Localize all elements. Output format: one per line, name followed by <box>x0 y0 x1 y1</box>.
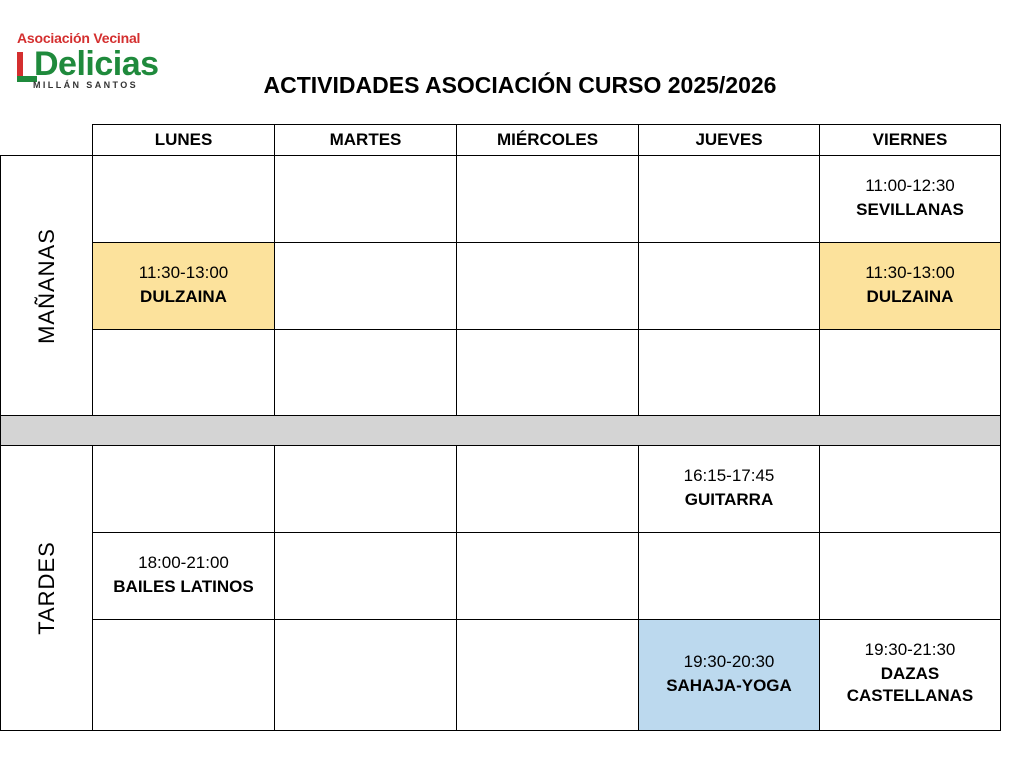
slot-cell <box>92 155 275 243</box>
slot-cell <box>638 242 820 330</box>
slot-time: 11:30-13:00 <box>138 263 229 282</box>
slot-time: 19:30-20:30 <box>683 652 775 671</box>
slot-monday-bailes-latinos <box>92 532 275 620</box>
slot-cell <box>638 155 820 243</box>
section-morning-text: MAÑANAS <box>33 227 59 344</box>
slot-cell <box>274 329 457 416</box>
slot-activity: SAHAJA-YOGA <box>666 676 792 695</box>
slot-friday-dazas-castellanas <box>819 619 1001 731</box>
logo-main-text: Delicias <box>34 45 159 83</box>
header-monday: LUNES <box>92 124 275 156</box>
slot-cell <box>92 329 275 416</box>
slot-cell <box>456 155 639 243</box>
slot-cell <box>456 619 639 731</box>
slot-cell <box>638 329 820 416</box>
slot-cell <box>456 242 639 330</box>
slot-cell <box>456 532 639 620</box>
header-friday: VIERNES <box>819 124 1001 156</box>
slot-activity: DAZAS CASTELLANAS <box>846 664 974 705</box>
section-separator <box>0 415 1001 446</box>
slot-cell <box>456 445 639 533</box>
page-title: ACTIVIDADES ASOCIACIÓN CURSO 2025/2026 <box>263 72 777 98</box>
slot-cell <box>274 445 457 533</box>
section-afternoon-label <box>0 445 93 731</box>
slot-cell <box>819 329 1001 416</box>
slot-friday-sevillanas <box>819 155 1001 243</box>
slot-monday-dulzaina <box>92 242 275 330</box>
slot-friday-dulzaina <box>819 242 1001 330</box>
header-wednesday: MIÉRCOLES <box>456 124 639 156</box>
slot-cell <box>274 532 457 620</box>
logo-top-text: Asociación Vecinal <box>17 30 141 46</box>
slot-cell <box>638 532 820 620</box>
slot-cell <box>274 242 457 330</box>
slot-cell <box>819 445 1001 533</box>
section-afternoon-text: TARDES <box>33 541 59 635</box>
slot-activity: SEVILLANAS <box>856 200 964 219</box>
header-thursday: JUEVES <box>638 124 820 156</box>
slot-activity: DULZAINA <box>140 287 227 306</box>
slot-activity: DULZAINA <box>866 287 954 306</box>
slot-activity: BAILES LATINOS <box>113 577 254 596</box>
slot-time: 11:30-13:00 <box>865 263 955 282</box>
section-morning-label <box>0 155 93 416</box>
header-tuesday: MARTES <box>274 124 457 156</box>
slot-cell <box>274 155 457 243</box>
slot-cell <box>274 619 457 731</box>
slot-thursday-guitarra <box>638 445 820 533</box>
slot-time: 19:30-21:30 <box>864 640 956 659</box>
logo-sub-text: MILLÁN SANTOS <box>33 80 139 90</box>
slot-time: 16:15-17:45 <box>683 466 775 485</box>
slot-time: 18:00-21:00 <box>138 553 229 572</box>
slot-thursday-sahaja-yoga <box>638 619 820 731</box>
slot-cell <box>92 445 275 533</box>
slot-cell <box>456 329 639 416</box>
slot-time: 11:00-12:30 <box>865 176 955 195</box>
slot-cell <box>92 619 275 731</box>
slot-activity: GUITARRA <box>684 490 774 509</box>
slot-cell <box>819 532 1001 620</box>
